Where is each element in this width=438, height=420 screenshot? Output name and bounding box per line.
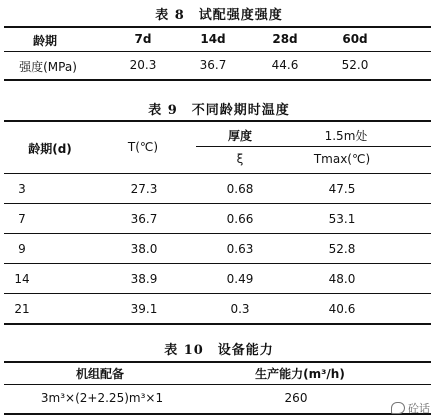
table9-r2-xi: 0.66 — [226, 212, 254, 226]
table9-r5-temp: 39.1 — [130, 302, 158, 316]
table8-header-60d: 60d — [342, 32, 368, 46]
table8-row-label: 强度(MPa) — [19, 60, 77, 74]
table9-r3-xi: 0.63 — [226, 242, 254, 256]
watermark — [391, 400, 430, 416]
watermark-text: 砼话 — [408, 402, 430, 415]
table9-r2-tmax: 53.1 — [328, 212, 356, 226]
chat-bubble-icon — [391, 402, 405, 414]
table9-r3-age: 9 — [18, 242, 26, 256]
table9-header-xi: ξ — [236, 152, 244, 166]
table9-bottom-rule — [4, 323, 431, 325]
table9-row-rule — [4, 203, 431, 204]
table10-caption: 表 10 设备能力 — [164, 343, 274, 358]
table8-mid-rule — [4, 51, 431, 52]
table9-header-rule — [4, 173, 431, 174]
table9-r4-age: 14 — [14, 272, 30, 286]
table10-top-rule — [4, 361, 431, 363]
table9-r4-temp: 38.9 — [130, 272, 158, 286]
table9-r4-xi: 0.49 — [226, 272, 254, 286]
table9-caption: 表 9 不同龄期时温度 — [148, 103, 290, 118]
table9-r1-xi: 0.68 — [226, 182, 254, 196]
table9-row-rule — [4, 293, 431, 294]
table10-header-capacity: 生产能力(m³/h) — [255, 367, 345, 381]
table9-r1-temp: 27.3 — [130, 182, 158, 196]
table9-row-rule — [4, 233, 431, 234]
table9-top-rule — [4, 120, 431, 122]
table9-subheader-rule — [196, 146, 431, 147]
table8-header-28d: 28d — [272, 32, 298, 46]
table9-header-temp: T(℃) — [127, 140, 159, 154]
table9-r4-tmax: 48.0 — [328, 272, 356, 286]
table10-mid-rule — [4, 384, 431, 385]
table8-value-28d: 44.6 — [271, 58, 299, 72]
table9-r1-age: 3 — [18, 182, 26, 196]
table8-bottom-rule — [4, 79, 431, 81]
table9-r2-temp: 36.7 — [130, 212, 158, 226]
table9-row-rule — [4, 263, 431, 264]
table9-header-thickness: 厚度 — [227, 129, 253, 143]
table9-header-age: 龄期(d) — [28, 142, 72, 156]
table8-top-rule — [4, 26, 431, 28]
table9-r3-temp: 38.0 — [130, 242, 158, 256]
table10-bottom-rule — [4, 413, 431, 415]
table9-header-depth: 1.5m处 — [324, 129, 368, 143]
table8-value-60d: 52.0 — [341, 58, 369, 72]
table8-header-7d: 7d — [134, 32, 152, 46]
table8-header-14d: 14d — [200, 32, 226, 46]
table10-value-capacity: 260 — [284, 391, 308, 405]
table9-header-tmax: Tmax(℃) — [313, 152, 371, 166]
table9-r5-tmax: 40.6 — [328, 302, 356, 316]
table10-header-units: 机组配备 — [75, 367, 125, 381]
table8-value-14d: 36.7 — [199, 58, 227, 72]
table9-r5-age: 21 — [14, 302, 30, 316]
table8-caption: 表 8 试配强度强度 — [155, 8, 283, 23]
table9-r5-xi: 0.3 — [230, 302, 250, 316]
table9-r1-tmax: 47.5 — [328, 182, 356, 196]
table9-r2-age: 7 — [18, 212, 26, 226]
table9-r3-tmax: 52.8 — [328, 242, 356, 256]
table8-value-7d: 20.3 — [129, 58, 157, 72]
table8-header-age: 龄期 — [32, 34, 58, 48]
table10-value-units: 3m³×(2+2.25)m³×1 — [40, 391, 164, 405]
